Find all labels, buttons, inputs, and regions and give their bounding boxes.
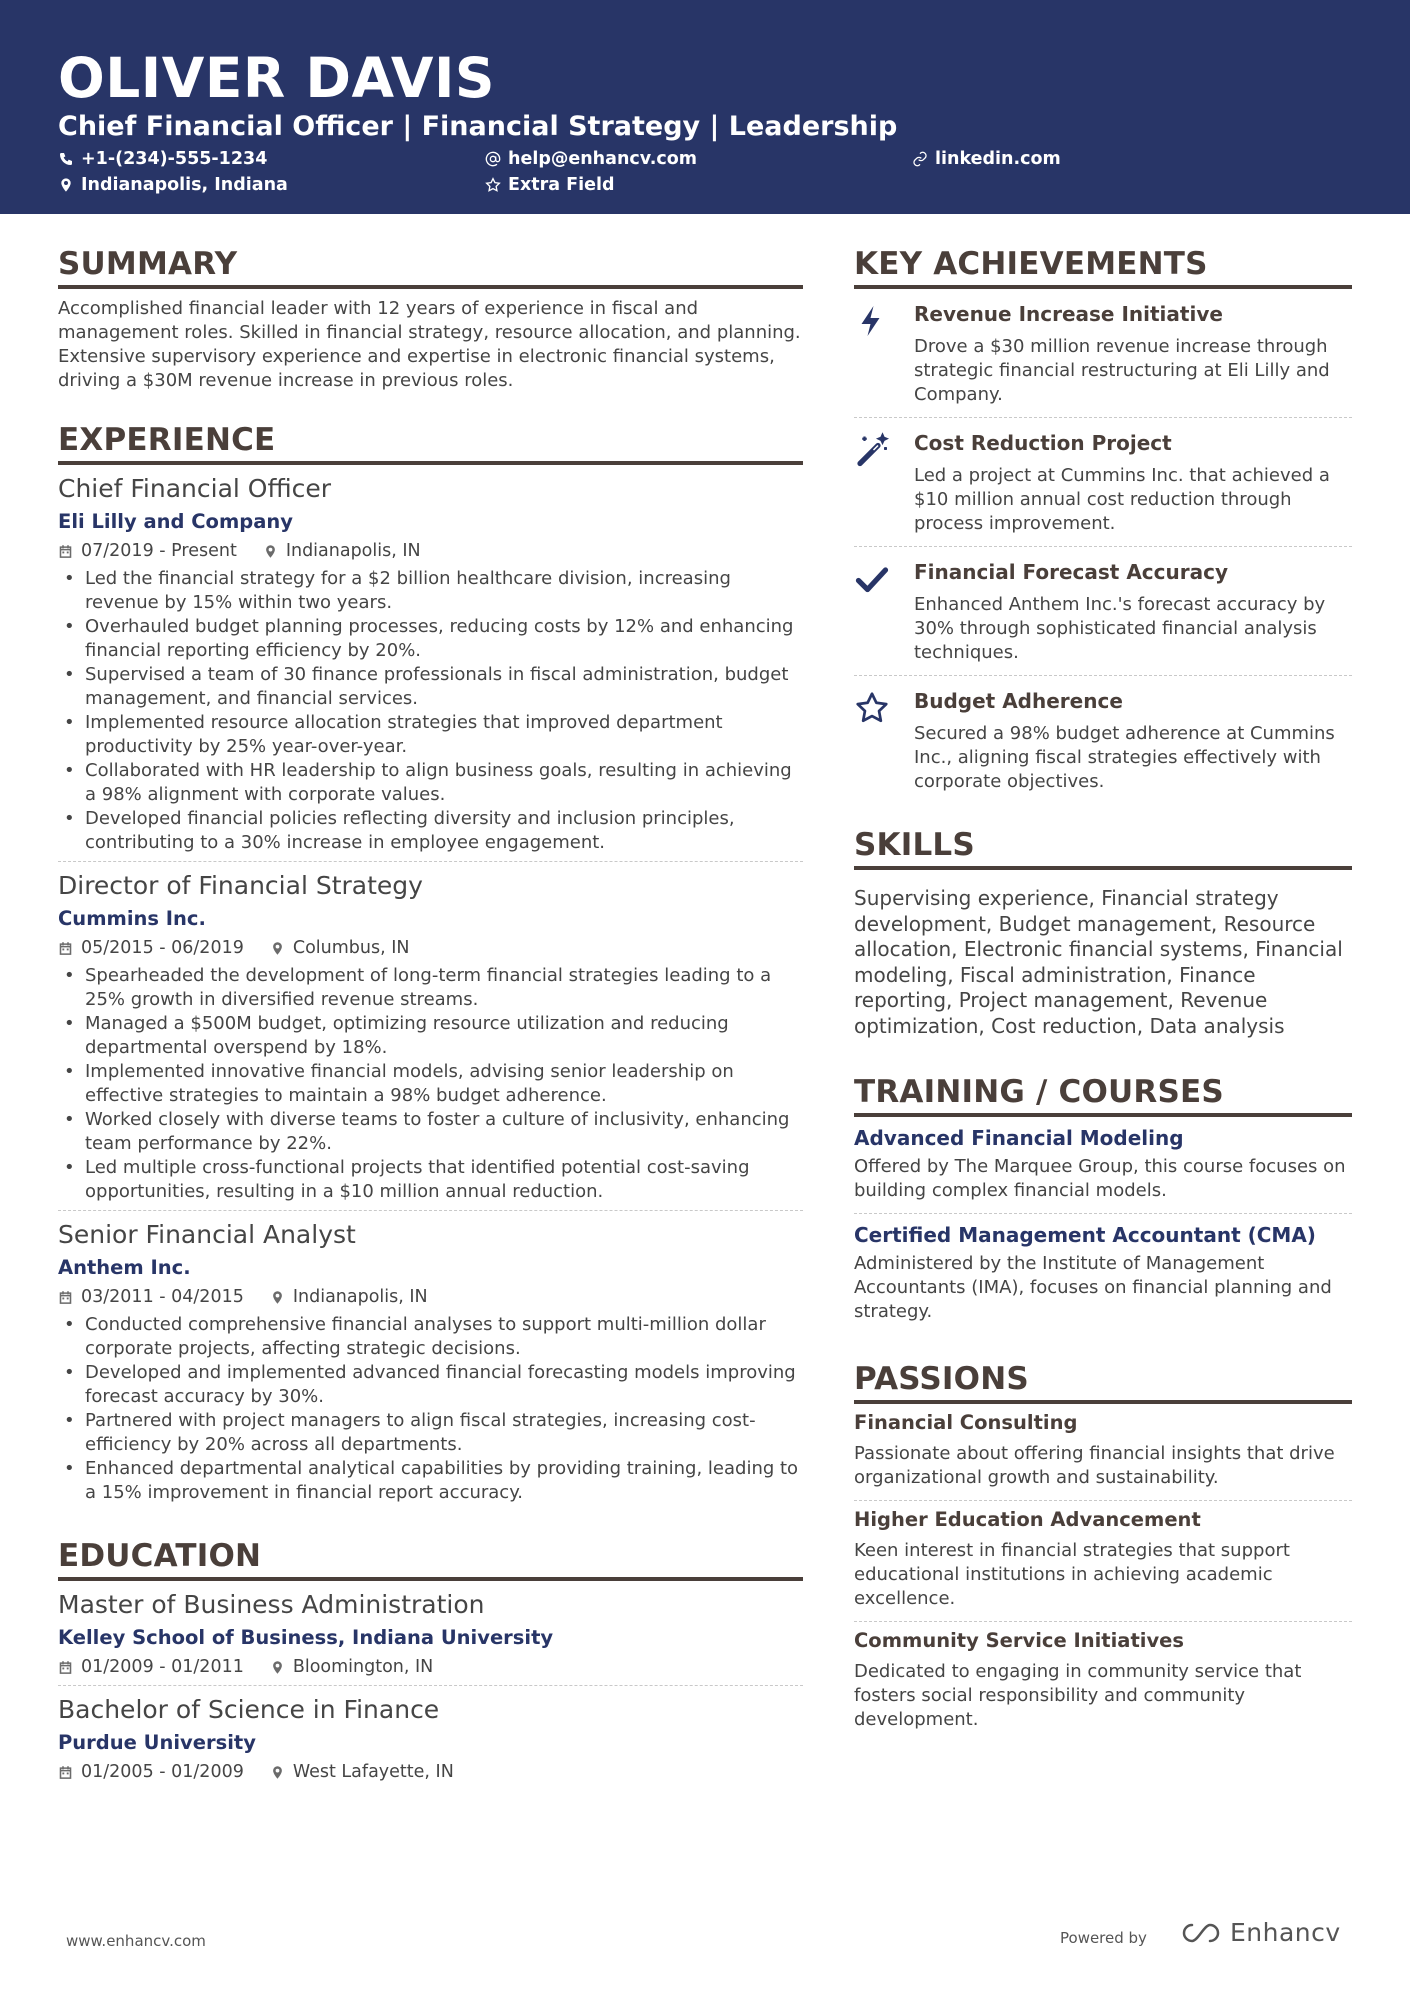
education-meta [58, 1655, 803, 1679]
education-dates [58, 1760, 244, 1784]
contact-phone [58, 147, 267, 171]
course-title: Advanced Financial Modeling [854, 1126, 1184, 1150]
extra-text: Extra Field [508, 175, 615, 195]
calendar-icon [58, 544, 73, 559]
achievement-desc: Led a project at Cummins Inc. that achieved a $10 million annual cost reduction through process improvement. [914, 465, 1330, 534]
experience-item [58, 861, 803, 1210]
school: Kelley School of Business, Indiana University [58, 1626, 554, 1649]
passion-desc: Passionate about offering financial insights that drive organizational growth and sustainability. [854, 1443, 1335, 1488]
education-dates-text: 01/2005 - 01/2009 [81, 1762, 244, 1782]
job-meta [58, 1285, 803, 1309]
achievement-desc: Secured a 98% budget adherence at Cummins Inc., aligning fiscal strategies effectively with corporate objectives. [914, 723, 1335, 792]
contact-email[interactable] [485, 147, 697, 171]
education-section [58, 1537, 803, 1790]
bullet-item: • Developed and implemented advanced financial forecasting models improving forecast accuracy by 30%. [58, 1361, 803, 1409]
location-pin-icon [263, 544, 278, 559]
location-pin-icon [270, 1290, 285, 1305]
left-column [58, 245, 803, 1790]
calendar-icon [58, 1290, 73, 1305]
achievement-desc: Enhanced Anthem Inc.'s forecast accuracy by 30% through sophisticated financial analysis techniques. [914, 594, 1326, 663]
bullet-item: • Enhanced departmental analytical capabilities by providing training, leading to a 15% improvement in financial report accuracy. [58, 1457, 803, 1505]
passion-item [854, 1622, 1352, 1742]
education-dates [58, 1655, 244, 1679]
magic-wand-icon [854, 430, 914, 536]
training-heading: TRAINING / COURSES [854, 1073, 1352, 1117]
education-heading: EDUCATION [58, 1537, 803, 1581]
course-title: Certified Management Accountant (CMA) [854, 1223, 1316, 1247]
job-company: Cummins Inc. [58, 907, 206, 930]
email-text[interactable]: help@enhancv.com [508, 149, 698, 169]
passions-section [854, 1360, 1352, 1742]
linkedin-text[interactable]: linkedin.com [935, 149, 1061, 169]
job-role: Director of Financial Strategy [58, 871, 423, 900]
candidate-title: Chief Financial Officer | Financial Strategy | Leadership [58, 111, 898, 142]
skills-text: Supervising experience, Financial strategy development, Budget management, Resource allocation, Electronic financial systems, Financial modeling, Fiscal administration, Finance reporting, Project management, Revenue optimization, Cost reduction, Data analysis [854, 886, 1343, 1038]
job-dates-text: 03/2011 - 04/2015 [81, 1287, 244, 1307]
degree: Master of Business Administration [58, 1590, 485, 1619]
resume-header [0, 0, 1410, 214]
star-icon [854, 688, 914, 794]
job-dates [58, 539, 237, 563]
summary-text: Accomplished financial leader with 12 years of experience in fiscal and management roles. Skilled in financial strategy, resource allocation, and planning. Extensive supervisory experience and expertise in electronic financial systems, driving a $30M revenue increase in previous roles. [58, 298, 801, 391]
job-location-text: Indianapolis, IN [292, 1287, 428, 1307]
job-dates [58, 936, 244, 960]
education-location [270, 1760, 454, 1784]
achievement-item [854, 418, 1352, 547]
passion-title: Higher Education Advancement [854, 1508, 1201, 1531]
achievement-desc: Drove a $30 million revenue increase through strategic financial restructuring at Eli Lilly and Company. [914, 336, 1330, 405]
job-location [263, 539, 421, 563]
achievements-heading: KEY ACHIEVEMENTS [854, 245, 1352, 289]
star-outline-icon [485, 177, 501, 193]
candidate-name: OLIVER DAVIS [58, 46, 496, 110]
passion-title: Community Service Initiatives [854, 1629, 1185, 1652]
passion-item [854, 1501, 1352, 1622]
education-dates-text: 01/2009 - 01/2011 [81, 1657, 244, 1677]
location-pin-icon [270, 1765, 285, 1780]
achievement-item [854, 289, 1352, 418]
phone-text: +1-(234)-555-1234 [81, 149, 268, 169]
contact-linkedin[interactable] [912, 147, 1061, 171]
checkmark-icon [854, 559, 914, 665]
bullet-item: • Partnered with project managers to align fiscal strategies, increasing cost-efficiency by 20% across all departments. [58, 1409, 803, 1457]
location-pin-icon [58, 177, 74, 193]
degree: Bachelor of Science in Finance [58, 1695, 440, 1724]
location-pin-icon [270, 941, 285, 956]
experience-heading: EXPERIENCE [58, 421, 803, 465]
bullet-item: • Led the financial strategy for a $2 billion healthcare division, increasing revenue by 15% within two years. [58, 567, 803, 615]
bullet-item: • Worked closely with diverse teams to foster a culture of inclusivity, enhancing team performance by 22%. [58, 1108, 803, 1156]
job-company: Anthem Inc. [58, 1256, 191, 1279]
education-item [58, 1589, 803, 1685]
course-item [854, 1214, 1352, 1334]
right-column [854, 245, 1352, 1742]
experience-item [58, 473, 803, 861]
bullet-item: • Overhauled budget planning processes, reducing costs by 12% and enhancing financial reporting efficiency by 20%. [58, 615, 803, 663]
job-role: Senior Financial Analyst [58, 1220, 356, 1249]
job-meta [58, 539, 803, 563]
job-meta [58, 936, 803, 960]
lightning-icon [854, 301, 914, 407]
link-icon [912, 151, 928, 167]
bullet-item: • Implemented resource allocation strategies that improved department productivity by 25% year-over-year. [58, 711, 803, 759]
at-sign-icon [485, 151, 501, 167]
achievement-title: Cost Reduction Project [914, 431, 1172, 455]
footer-url[interactable]: www.enhancv.com [66, 1932, 206, 1950]
bullet-item: • Supervised a team of 30 finance professionals in fiscal administration, budget management, and financial services. [58, 663, 803, 711]
location-pin-icon [270, 1660, 285, 1675]
passion-item [854, 1404, 1352, 1501]
education-item [58, 1685, 803, 1790]
bullet-item: • Implemented innovative financial models, advising senior leadership on effective strategies to maintain a 98% budget adherence. [58, 1060, 803, 1108]
summary-heading: SUMMARY [58, 245, 803, 289]
bullet-item: • Developed financial policies reflecting diversity and inclusion principles, contributing to a 30% increase in employee engagement. [58, 807, 803, 855]
contact-location [58, 173, 288, 197]
education-location-text: West Lafayette, IN [292, 1762, 454, 1782]
footer-powered-by: Powered by [1060, 1929, 1147, 1947]
achievement-title: Budget Adherence [914, 689, 1123, 713]
education-location [270, 1655, 433, 1679]
passion-desc: Keen interest in financial strategies that support educational institutions in achieving academic excellence. [854, 1540, 1290, 1609]
passion-desc: Dedicated to engaging in community service that fosters social responsibility and community development. [854, 1661, 1302, 1730]
achievement-title: Financial Forecast Accuracy [914, 560, 1228, 584]
summary-section [58, 245, 803, 393]
job-location-text: Indianapolis, IN [285, 541, 421, 561]
achievement-item [854, 547, 1352, 676]
passion-title: Financial Consulting [854, 1411, 1078, 1434]
job-location [270, 1285, 428, 1309]
school: Purdue University [58, 1731, 256, 1754]
course-desc: Administered by the Institute of Management Accountants (IMA), focuses on financial planning and strategy. [854, 1253, 1332, 1322]
achievement-item [854, 676, 1352, 804]
enhancv-logo-text: Enhancv [1230, 1918, 1341, 1947]
calendar-icon [58, 941, 73, 956]
location-text: Indianapolis, Indiana [81, 175, 288, 195]
bullet-item: • Collaborated with HR leadership to align business goals, resulting in achieving a 98% alignment with corporate values. [58, 759, 803, 807]
course-desc: Offered by The Marquee Group, this course focuses on building complex financial models. [854, 1156, 1346, 1201]
bullet-item: • Conducted comprehensive financial analyses to support multi-million dollar corporate projects, affecting strategic decisions. [58, 1313, 803, 1361]
job-company: Eli Lilly and Company [58, 510, 293, 533]
experience-section [58, 421, 803, 1511]
job-location [270, 936, 410, 960]
job-bullets [58, 964, 803, 1204]
enhancv-logo-icon [1178, 1920, 1224, 1946]
job-bullets [58, 1313, 803, 1505]
bullet-item: • Spearheaded the development of long-term financial strategies leading to a 25% growth in diversified revenue streams. [58, 964, 803, 1012]
skills-heading: SKILLS [854, 826, 1352, 870]
phone-icon [58, 151, 74, 167]
passions-heading: PASSIONS [854, 1360, 1352, 1404]
bullet-item: • Led multiple cross-functional projects that identified potential cost-saving opportunities, resulting in a $10 million annual reduction. [58, 1156, 803, 1204]
calendar-icon [58, 1765, 73, 1780]
skills-section [854, 826, 1352, 1039]
course-item [854, 1117, 1352, 1214]
job-role: Chief Financial Officer [58, 474, 332, 503]
job-dates-text: 05/2015 - 06/2019 [81, 938, 244, 958]
enhancv-logo[interactable] [1178, 1918, 1341, 1947]
achievements-section [854, 245, 1352, 804]
bullet-item: • Managed a $500M budget, optimizing resource utilization and reducing departmental overspend by 18%. [58, 1012, 803, 1060]
achievement-title: Revenue Increase Initiative [914, 302, 1223, 326]
education-meta [58, 1760, 803, 1784]
job-dates-text: 07/2019 - Present [81, 541, 237, 561]
job-bullets [58, 567, 803, 855]
calendar-icon [58, 1660, 73, 1675]
training-section [854, 1073, 1352, 1334]
job-dates [58, 1285, 244, 1309]
job-location-text: Columbus, IN [292, 938, 410, 958]
contact-extra [485, 173, 615, 197]
education-location-text: Bloomington, IN [292, 1657, 434, 1677]
experience-item [58, 1210, 803, 1511]
